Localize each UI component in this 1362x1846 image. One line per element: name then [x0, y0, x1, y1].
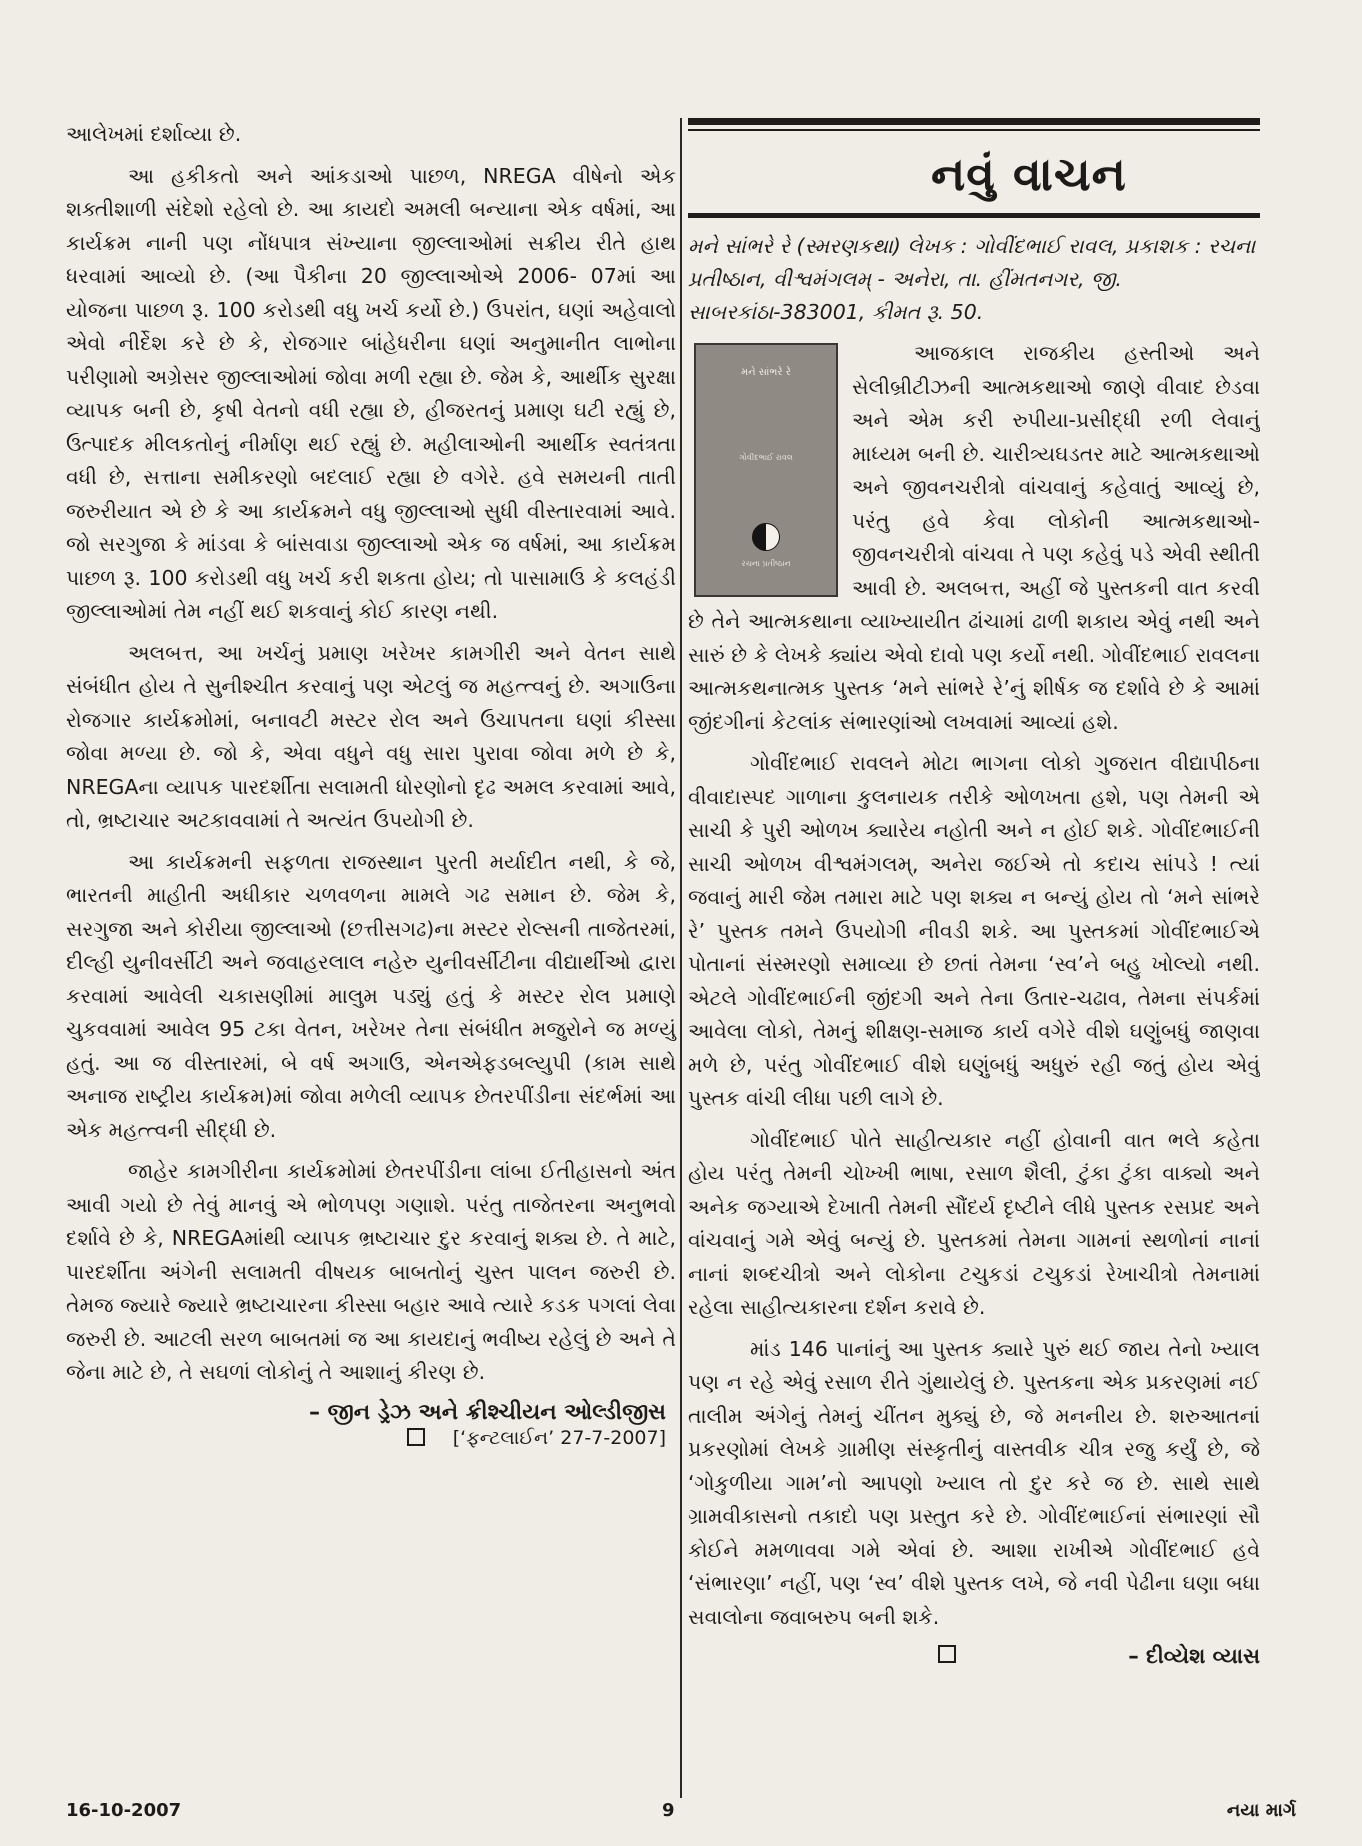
heading-rule-bottom	[688, 213, 1260, 218]
book-cover	[694, 343, 838, 597]
heading-rule-top	[688, 118, 1260, 125]
paragraph: આ કાર્યક્રમની સફળતા રાજસ્થાન પુરતી મર્યાદીત નથી, કે જે, ભારતની માહીતી અધીકાર ચળવળના મામલે ગઢ સમાન છે. જેમ કે, સરગુજા અને કોરીયા જીલ્લાઓ (છત્તીસગઢ)ના મસ્ટર રોલ્સની તાજેતરમાં, દીલ્હી યુનીવર્સીટી અને જવાહરલાલ નહેરુ યુનીવર્સીટીના વીદ્યાર્થીઓ દ્વારા કરવામાં આવેલી ચકાસણીમાં માલુમ પડ્યું હતું કે મસ્ટર રોલ પ્રમાણે ચુકવવામાં આવેલ 95 ટકા વેતન, ખરેખર તેના સંબંધીત મજુરોને જ મળ્યું હતું. આ જ વીસ્તારમાં, બે વર્ષ અગાઉ, એનએફડબલ્યુપી (કામ સાથે અનાજ રાષ્ટ્રીય કાર્યક્રમ)માં જોવા મળેલી વ્યાપક છેતરપીંડીના સંદર્ભમાં આ એક મહત્ત્વની સીદ્ધી છે.	[66, 849, 676, 1142]
footer-date: 16-10-2007	[66, 1800, 182, 1821]
reviewer-signature-row	[688, 1644, 1260, 1669]
paragraph: ગોવીંદભાઈ પોતે સાહીત્યકાર નહીં હોવાની વાત ભલે કહેતા હોય પરંતુ તેમની ચોખ્ખી ભાષા, રસાળ શૈલી, ટુંકા ટુંકા વાક્યો અને અનેક જગ્યાએ દેખાતી તેમની સૌંદર્ય દૃષ્ટીને લીધે પુસ્તક રસપ્રદ અને વાંચવાનું ગમે એવું બન્યું છે. પુસ્તકમાં તેમના ગામનાં સ્થળોનાં નાનાં નાનાં શબ્દચીત્રો અને લોકોના ટચુકડાં ટચુકડાં રેખાચીત્રો તેમનામાં રહેલા સાહીત્યકારના દર્શન કરાવે છે.	[688, 1127, 1260, 1319]
page-number: 9	[662, 1800, 675, 1821]
reviewer-signature: – દીવ્યેશ વ્યાસ	[1128, 1644, 1260, 1668]
paragraph: આ હકીકતો અને આંકડાઓ પાછળ, NREGA વીષેનો એક શક્તીશાળી સંદેશો રહેલો છે. આ કાયદો અમલી બન્યાના એક વર્ષમાં, આ કાર્યક્રમ નાની પણ નોંધપાત્ર સંખ્યાના જીલ્લાઓમાં સક્રીય રીતે હાથ ધરવામાં આવ્યો છે. (આ પૈકીના 20 જીલ્લાઓએ 2006- 07માં આ યોજના પાછળ રૂ. 100 કરોડથી વધુ ખર્ચ કર્યો છે.) ઉપરાંત, ઘણાં અહેવાલો એવો નીર્દેશ કરે છે કે, રોજગાર બાંહેધરીના ઘણાં અનુમાનીત લાભોના પરીણામો અગ્રેસર જીલ્લાઓમાં જોવા મળી રહ્યા છે. જેમ કે, આર્થીક સુરક્ષા વ્યાપક બની છે, કૃષી વેતનો વધી રહ્યા છે, હીજરતનું પ્રમાણ ઘટી રહ્યું છે, ઉત્પાદક મીલકતોનું નીર્માણ થઈ રહ્યું છે. મહીલાઓની આર્થીક સ્વતંત્રતા વધી છે, સત્તાના સમીકરણો બદલાઈ રહ્યા છે વગેરે. હવે સમયની તાતી જરુરીયાત એ છે કે આ કાર્યક્રમને વધુ જીલ્લાઓ સુધી વીસ્તારવામાં આવે. જો સરગુજા કે માંડવા કે બાંસવાડા જીલ્લાઓ એક જ વર્ષમાં, આ કાર્યક્રમ પાછળ રૂ. 100 કરોડથી વધુ ખર્ચ કરી શકતા હોય; તો પાસામાઉ કે કલહંડી જીલ્લાઓમાં તેમ નહીં થઈ શકવાનું કોઈ કારણ નથી.	[66, 163, 676, 623]
cover-title: મને સાંભરે રે	[741, 367, 791, 378]
review-body	[688, 337, 1260, 1642]
paragraph: આજકાલ રાજકીય હસ્તીઓ અને સેલીબ્રીટીઝની આત્મકથાઓ જાણે વીવાદ છેડવા અને એમ કરી રુપીયા-પ્રસીદ્ધી રળી લેવાનું માધ્યમ બની છે. ચારીત્ર્યઘડતર માટે આત્મકથાઓ અને જીવનચરીત્રો વાંચવાનું કહેવાતું આવ્યું છે, પરંતુ હવે કેવા લોકોની આત્મકથાઓ- જીવનચરીત્રો વાંચવા તે પણ કહેવું પડે એવી સ્થીતી આવી છે. અલબત્ત, અહીં જે પુસ્તકની વાત કરવી છે તેને આત્મકથાના વ્યાખ્યાયીત ઢાંચામાં ઢાળી શકાય એવું નથી અને સારું છે કે લેખકે ક્યાંય એવો દાવો પણ કર્યો નથી. ગોવીંદભાઈ રાવલના આત્મકથનાત્મક પુસ્તક ‘મને સાંભરે રે’નું શીર્ષક જ દર્શાવે છે કે આમાં જીંદગીનાં કેટલાંક સંભારણાંઓ લખવામાં આવ્યાં હશે.	[688, 341, 1260, 734]
author-signature: – જીન ડ્રેઝ અને ક્રીશ્ચીયન ઓલ્ડીજીસ	[309, 1399, 666, 1425]
section-heading: નવું વાચન	[931, 147, 1127, 201]
source-citation	[66, 1427, 666, 1449]
paragraph: માંડ 146 પાનાંનું આ પુસ્તક ક્યારે પુરું થઈ જાય તેનો ખ્યાલ પણ ન રહે એવું રસાળ રીતે ગુંથાયેલું છે. પુસ્તકના એક પ્રકરણમાં નઈ તાલીમ અંગેનું તેમનું ચીંતન મુક્યું છે, જે મનનીય છે. શરુઆતનાં પ્રકરણોમાં લેખકે ગ્રામીણ સંસ્કૃતીનું વાસ્તવીક ચીત્ર રજુ કર્યું છે, જે ‘ગોકુળીયા ગામ’નો આપણો ખ્યાલ તો દુર કરે જ છે. સાથે સાથે ગ્રામવીકાસનો તકાદો પણ પ્રસ્તુત કરે છે. ગોવીંદભાઈનાં સંભારણાં સૌ કોઈને મમળાવવા ગમે એવાં છે. આશા રાખીએ ગોવીંદભાઈ હવે ‘સંભારણા’ નહીં, પણ ‘સ્વ’ વીશે પુસ્તક લખે, જે નવી પેઢીના ઘણા બધા સવાલોના જવાબરુપ બની શકે.	[688, 1336, 1260, 1629]
book-info: મને સાંભરે રે (સ્મરણકથા) લેખક : ગોવીંદભાઈ રાવલ, પ્રકાશક : રચના પ્રતીષ્ઠાન, વીશ્વમંગલમ્ - અનેરા, તા. હીંમતનગર, જી. સાબરકાંઠા-383001, કીમત રૂ. 50.	[688, 234, 1256, 324]
heading-rule-thin	[688, 129, 1260, 131]
paragraph: આલેખમાં દર્શાવ્યા છે.	[66, 122, 242, 146]
right-column	[688, 118, 1260, 1669]
magazine-name: નયા માર્ગ	[1226, 1800, 1296, 1821]
paragraph: જાહેર કામગીરીના કાર્યક્રમોમાં છેતરપીંડીના લાંબા ઈતીહાસનો અંત આવી ગયો છે તેવું માનવું એ ભોળપણ ગણાશે. પરંતુ તાજેતરના અનુભવો દર્શાવે છે કે, NREGAમાંથી વ્યાપક ભ્રષ્ટાચાર દુર કરવાનું શક્ય છે. તે માટે, પારદર્શીતા અંગેની સલામતી વીષયક બાબતોનું ચુસ્ત પાલન જરુરી છે. તેમજ જ્યારે જ્યારે ભ્રષ્ટાચારના કીસ્સા બહાર આવે ત્યારે કડક પગલાં લેવા જરુરી છે. આટલી સરળ બાબતમાં જ આ કાયદાનું ભવીષ્ય રહેલું છે અને તે જેના માટે છે, તે સઘળાં લોકોનું તે આશાનું કીરણ છે.	[66, 1159, 676, 1384]
page-footer	[66, 1800, 1296, 1830]
paragraph: અલબત્ત, આ ખર્ચનું પ્રમાણ ખરેખર કામગીરી અને વેતન સાથે સંબંધીત હોય તે સુનીશ્ચીત કરવાનું પણ એટલું જ મહત્ત્વનું છે. અગાઉના રોજગાર કાર્યક્રમોમાં, બનાવટી મસ્ટર રોલ અને ઉચાપતના ઘણાં કીસ્સા જોવા મળ્યા છે. જો કે, એવા વધુને વધુ સારા પુરાવા જોવા મળે છે કે, NREGAના વ્યાપક પારદર્શીતા સલામતી ધોરણોનો દૃઢ અમલ કરવામાં આવે, તો, ભ્રષ્ટાચાર અટકાવવામાં તે અત્યંત ઉપયોગી છે.	[66, 640, 676, 832]
end-mark-icon	[407, 1428, 425, 1446]
source-text: [‘ફન્ટલાઈન’ 27-7-2007]	[452, 1426, 666, 1449]
paragraph: ગોવીંદભાઈ રાવલને મોટા ભાગના લોકો ગુજરાત વીદ્યાપીઠના વીવાદાસ્પદ ગાળાના કુલનાયક તરીકે ઓળખતા હશે, પણ તેમની એ સાચી કે પુરી ઓળખ ક્યારેય નહોતી અને ન હોઈ શકે. ગોવીંદભાઈની સાચી ઓળખ વીશ્વમંગલમ્, અનેરા જઈએ તો કદાચ સાંપડે ! ત્યાં જવાનું મારી જેમ તમારા માટે પણ શક્ય ન બન્યું હોય તો ‘મને સાંભરે રે’ પુસ્તક તમને ઉપયોગી નીવડી શકે. આ પુસ્તકમાં ગોવીંદભાઈએ પોતાનાં સંસ્મરણો સમાવ્યા છે છતાં તેમના ‘સ્વ’ને બહુ ખોલ્યો નથી. એટલે ગોવીંદભાઈની જીંદગી અને તેના ઉતાર-ચઢાવ, તેમના સંપર્કમાં આવેલા લોકો, તેમનું શીક્ષણ-સમાજ કાર્ય વગેરે વીશે ઘણુંબધું જાણવા મળે છે, પરંતુ ગોવીંદભાઈ વીશે ઘણુંબધું અધુરું રહી જતું હોય એવું પુસ્તક વાંચી લીધા પછી લાગે છે.	[688, 751, 1260, 1110]
column-divider	[680, 118, 682, 1798]
cover-publisher: રચના પ્રતીષ્ઠાન	[741, 559, 791, 568]
yin-yang-icon	[752, 523, 780, 551]
cover-author: ગોવીંદભાઈ રાવલ	[739, 453, 793, 462]
left-column	[66, 118, 676, 1449]
end-mark-icon	[938, 1645, 956, 1663]
